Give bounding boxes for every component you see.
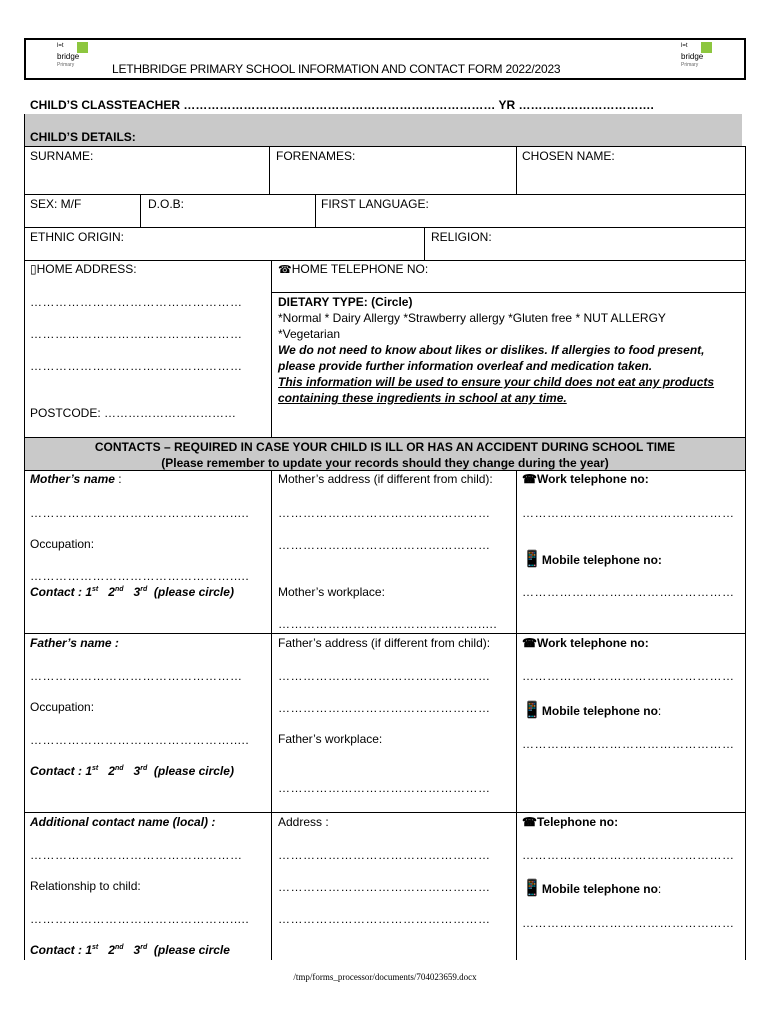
address-line-2[interactable]: ……………………………………………	[30, 327, 243, 341]
address-line-1[interactable]: ……………………………………………	[30, 295, 243, 309]
home-telephone-field[interactable]: ☎HOME TELEPHONE NO:	[278, 262, 429, 276]
additional-mobile-line[interactable]: ……………………………………………	[522, 916, 735, 930]
father-address-line-2[interactable]: ……………………………………………	[278, 701, 491, 715]
mother-occupation-field[interactable]: Occupation:	[30, 537, 95, 551]
dietary-note-4: containing these ingredients in school at any time.	[278, 391, 567, 405]
father-mobile-field[interactable]: 📱Mobile telephone no:	[522, 702, 662, 719]
dietary-options-2[interactable]: *Vegetarian	[278, 327, 341, 341]
father-work-tel-line[interactable]: ……………………………………………	[522, 669, 735, 683]
mother-workplace-line[interactable]: ………………………………………….....	[278, 617, 498, 631]
relationship-line[interactable]: ………………………………………….....	[30, 912, 250, 926]
details-section-title: CHILD’S DETAILS:	[30, 130, 136, 144]
additional-tel-field[interactable]: ☎Telephone no:	[522, 815, 619, 829]
contacts-banner-title: CONTACTS – REQUIRED IN CASE YOUR CHILD IS ILL OR HAS AN ACCIDENT DURING SCHOOL TIME	[94, 440, 676, 454]
phone-icon: ☎	[522, 636, 537, 650]
mother-occupation-line[interactable]: ………………………………………….....	[30, 569, 250, 583]
phone-icon: ☎	[522, 815, 537, 829]
additional-address-line-3[interactable]: ……………………………………………	[278, 912, 491, 926]
address-line-3[interactable]: ……………………………………………	[30, 359, 243, 373]
father-workplace-field[interactable]: Father’s workplace:	[278, 732, 383, 746]
dietary-note-2: please provide further information overleaf and medication taken.	[278, 359, 653, 373]
father-name-line[interactable]: ……………………………………………	[30, 669, 243, 683]
school-logo-right: l=t bridge Primary	[680, 42, 714, 72]
footer-path: /tmp/forms_processor/documents/704023659.docx	[293, 972, 477, 982]
sex-field[interactable]: SEX: M/F	[30, 197, 82, 211]
postcode-field[interactable]: POSTCODE: ……………………………	[30, 406, 237, 420]
father-work-tel-field[interactable]: ☎Work telephone no:	[522, 636, 649, 650]
father-workplace-line[interactable]: ……………………………………………	[278, 781, 491, 795]
father-mobile-line[interactable]: ……………………………………………	[522, 737, 735, 751]
dietary-title: DIETARY TYPE: (Circle)	[278, 295, 413, 309]
additional-mobile-field[interactable]: 📱Mobile telephone no:	[522, 880, 662, 897]
father-address-line-1[interactable]: ……………………………………………	[278, 669, 491, 683]
phone-icon: ☎	[522, 472, 537, 486]
dob-field[interactable]: D.O.B:	[148, 197, 185, 211]
additional-address-line-1[interactable]: ……………………………………………	[278, 848, 491, 862]
mother-address-field[interactable]: Mother’s address (if different from child):	[278, 472, 493, 486]
classteacher-line[interactable]: CHILD’S CLASSTEACHER …………………………………………………………………… YR …………………………….	[30, 98, 654, 112]
mother-mobile-field[interactable]: 📱Mobile telephone no:	[522, 551, 662, 568]
mother-name-field[interactable]: Mother’s name :	[30, 472, 122, 486]
additional-address-field[interactable]: Address :	[278, 815, 329, 829]
mother-workplace-field[interactable]: Mother’s workplace:	[278, 585, 385, 599]
dietary-note-3: This information will be used to ensure your child does not eat any products	[278, 375, 715, 389]
father-contact-priority[interactable]: Contact : 1st 2nd 3rd (please circle)	[30, 764, 234, 778]
home-address-field[interactable]: ▯HOME ADDRESS:	[30, 262, 137, 276]
mobile-phone-icon: 📱	[522, 702, 542, 719]
first-language-field[interactable]: FIRST LANGUAGE:	[321, 197, 429, 211]
dietary-note-1: We do not need to know about likes or dislikes. If allergies to food present,	[278, 343, 705, 357]
surname-field[interactable]: SURNAME:	[30, 149, 94, 163]
relationship-field[interactable]: Relationship to child:	[30, 879, 141, 893]
mother-address-line-1[interactable]: ……………………………………………	[278, 506, 491, 520]
ethnic-origin-field[interactable]: ETHNIC ORIGIN:	[30, 230, 125, 244]
school-logo-left: l=t bridge Primary	[56, 42, 90, 72]
forenames-field[interactable]: FORENAMES:	[276, 149, 356, 163]
mother-work-tel-field[interactable]: ☎Work telephone no:	[522, 472, 649, 486]
mother-work-tel-line[interactable]: ……………………………………………	[522, 506, 735, 520]
additional-contact-priority[interactable]: Contact : 1st 2nd 3rd (please circle	[30, 943, 230, 957]
mother-contact-priority[interactable]: Contact : 1st 2nd 3rd (please circle)	[30, 585, 234, 599]
form-title: LETHBRIDGE PRIMARY SCHOOL INFORMATION AND CONTACT FORM 2022/2023	[112, 62, 561, 76]
additional-tel-line[interactable]: ……………………………………………	[522, 848, 735, 862]
phone-icon: ☎	[278, 264, 292, 276]
father-address-field[interactable]: Father’s address (if different from child):	[278, 636, 491, 650]
dietary-options[interactable]: *Normal * Dairy Allergy *Strawberry allergy *Gluten free * NUT ALLERGY	[278, 311, 666, 325]
father-occupation-field[interactable]: Occupation:	[30, 700, 95, 714]
additional-contact-name-field[interactable]: Additional contact name (local) :	[30, 815, 216, 829]
mother-address-line-2[interactable]: ……………………………………………	[278, 538, 491, 552]
mobile-phone-icon: 📱	[522, 551, 542, 568]
mobile-phone-icon: 📱	[522, 880, 542, 897]
mother-name-line[interactable]: ………………………………………….....	[30, 506, 250, 520]
father-name-field[interactable]: Father’s name :	[30, 636, 119, 650]
religion-field[interactable]: RELIGION:	[431, 230, 492, 244]
additional-name-line[interactable]: ……………………………………………	[30, 848, 243, 862]
chosen-name-field[interactable]: CHOSEN NAME:	[522, 149, 615, 163]
contacts-banner-subtitle: (Please remember to update your records should they change during the year)	[161, 456, 609, 470]
father-occupation-line[interactable]: ………………………………………….....	[30, 733, 250, 747]
mother-mobile-line[interactable]: ……………………………………………	[522, 585, 735, 599]
additional-address-line-2[interactable]: ……………………………………………	[278, 880, 491, 894]
